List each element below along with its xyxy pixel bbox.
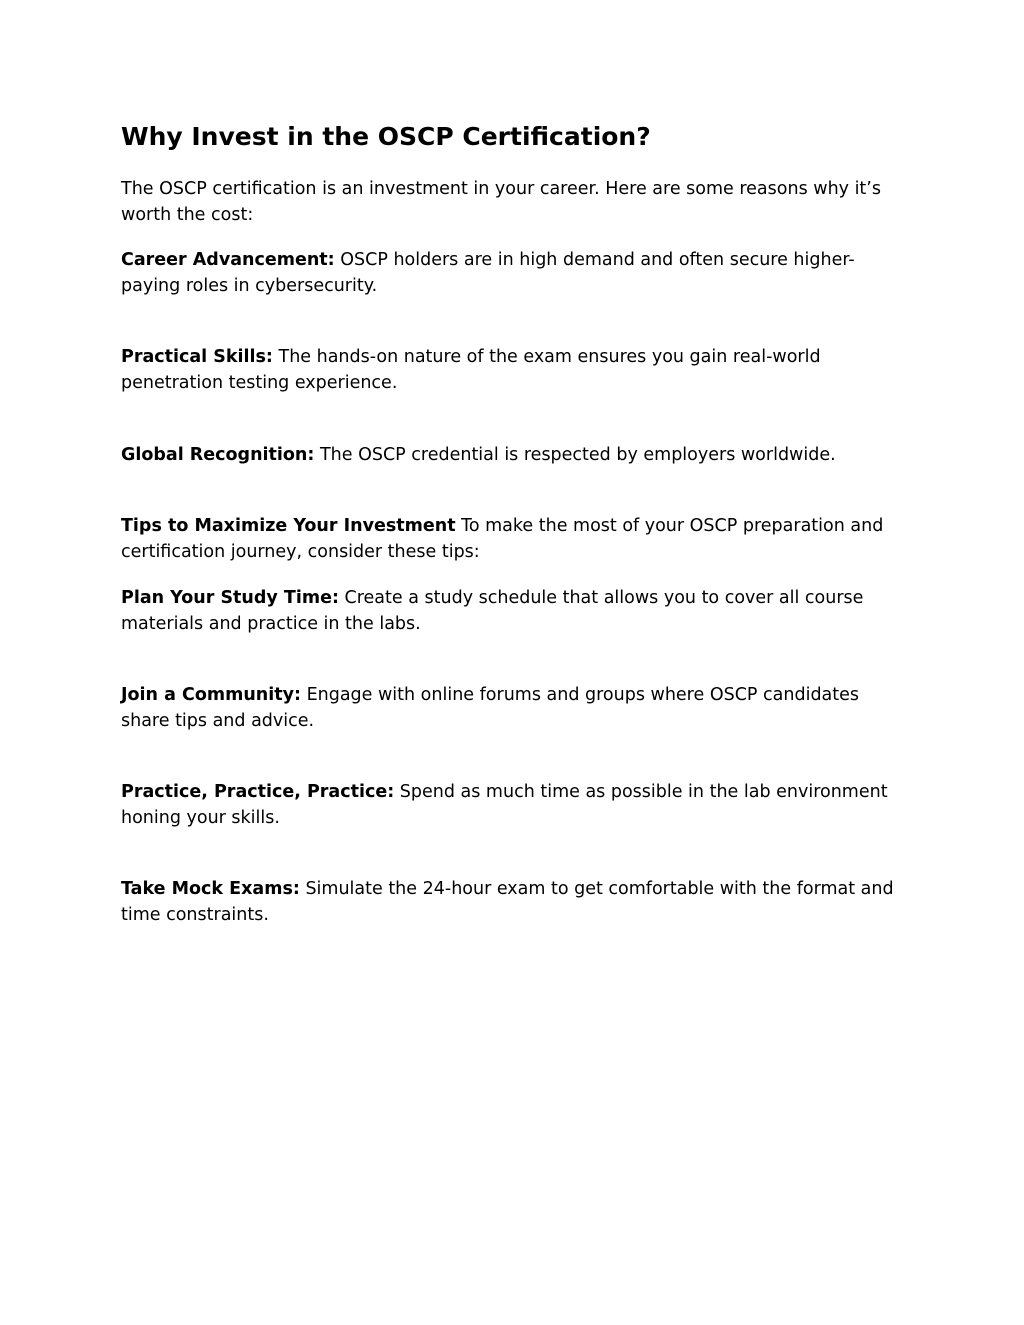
- reason-text: OSCP holders are in high demand and often secure higher-paying roles in cybersecurity.: [121, 250, 855, 296]
- tip-heading: Take Mock Exams:: [121, 879, 300, 899]
- reason-heading: Practical Skills:: [121, 347, 273, 367]
- tip-text: Engage with online forums and groups where OSCP candidates share tips and advice.: [121, 685, 860, 731]
- tip-join-community: [121, 682, 911, 734]
- tip-mock-exams: [121, 876, 911, 928]
- tips-intro-text: To make the most of your OSCP preparation and certification journey, consider these tips:: [121, 516, 884, 562]
- tip-heading: Join a Community:: [121, 685, 302, 705]
- tip-text: Spend as much time as possible in the lab environment honing your skills.: [121, 782, 888, 828]
- reason-practical-skills: [121, 344, 911, 396]
- tip-plan-study-time: [121, 585, 911, 637]
- intro-paragraph: The OSCP certification is an investment in your career. Here are some reasons why it’s worth the cost:: [121, 179, 881, 225]
- tip-practice: [121, 779, 911, 831]
- reason-global-recognition: [121, 442, 911, 468]
- tips-section-heading: Tips to Maximize Your Investment: [121, 516, 456, 536]
- reason-text: The OSCP credential is respected by employers worldwide.: [314, 445, 836, 465]
- tip-text: Simulate the 24-hour exam to get comfortable with the format and time constraints.: [121, 879, 894, 925]
- page-title: Why Invest in the OSCP Certification?: [121, 122, 651, 151]
- reason-heading: Career Advancement:: [121, 250, 335, 270]
- tips-intro-paragraph: [121, 513, 911, 565]
- reason-text: The hands-on nature of the exam ensures you gain real-world penetration testing experience.: [121, 347, 821, 393]
- tip-heading: Plan Your Study Time:: [121, 588, 339, 608]
- reason-heading: Global Recognition:: [121, 445, 315, 465]
- reason-career-advancement: [121, 247, 911, 299]
- tip-heading: Practice, Practice, Practice:: [121, 782, 395, 802]
- tip-text: Create a study schedule that allows you to cover all course materials and practice in the labs.: [121, 588, 864, 634]
